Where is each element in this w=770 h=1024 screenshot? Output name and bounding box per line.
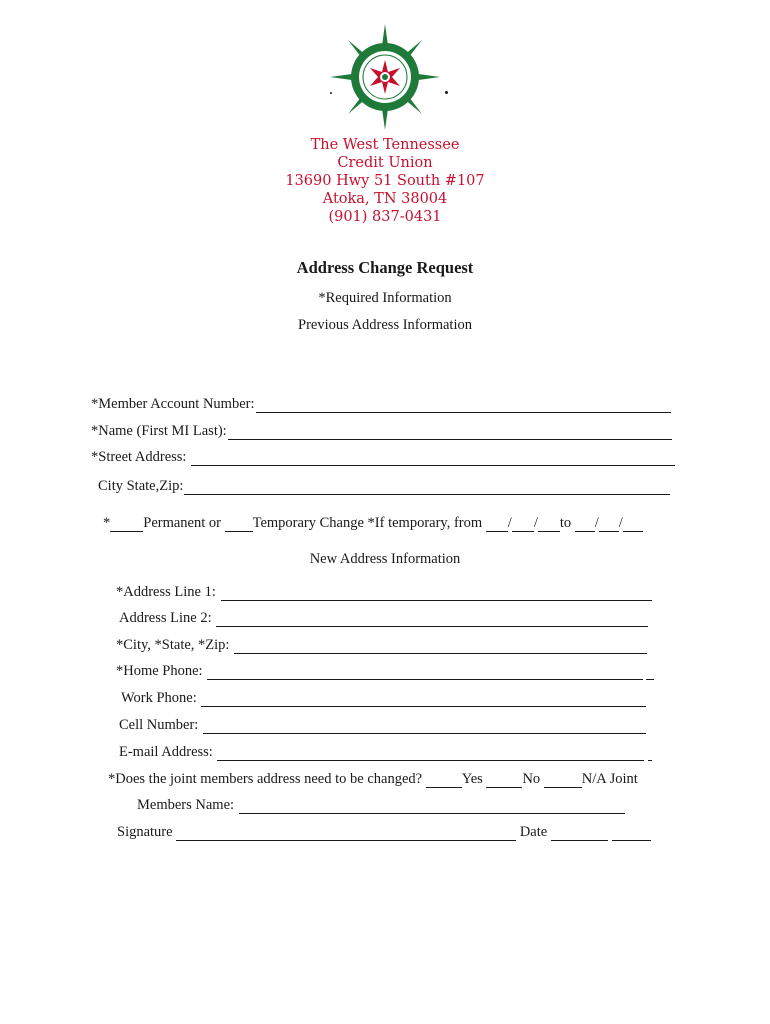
org-street: 13690 Hwy 51 South #107 (285, 173, 485, 189)
address-line2-label: Address Line 2: (119, 610, 216, 626)
from-day-line[interactable] (512, 517, 534, 532)
city-state-zip-field[interactable] (98, 478, 670, 495)
name-input-line[interactable] (228, 425, 672, 440)
city-state-zip-input-line[interactable] (184, 480, 670, 495)
org-name-line2: Credit Union (337, 155, 433, 171)
home-phone-input-line[interactable] (207, 665, 643, 680)
signature-row (117, 824, 651, 841)
temporary-checkbox-line[interactable] (225, 517, 253, 532)
compass-star-icon (330, 24, 440, 130)
address-line1-field[interactable] (116, 584, 652, 601)
address-line2-input-line[interactable] (216, 612, 648, 627)
name-field[interactable] (91, 423, 672, 440)
date-slash: / (618, 515, 623, 531)
cell-number-input-line[interactable] (203, 719, 646, 734)
new-address-heading: New Address Information (309, 551, 461, 567)
name-label: *Name (First MI Last): (91, 423, 227, 439)
decorative-dot (445, 91, 448, 94)
joint-members-row (108, 771, 638, 788)
no-label: No (522, 771, 544, 787)
new-city-state-zip-label: *City, *State, *Zip: (116, 637, 234, 653)
required-note: *Required Information (318, 290, 452, 306)
yes-label: Yes (461, 771, 487, 787)
org-name-line1: The West Tennessee (310, 137, 460, 153)
address-line2-field[interactable] (119, 610, 648, 627)
yes-checkbox-line[interactable] (426, 773, 462, 788)
signature-date-line[interactable] (551, 826, 608, 841)
decorative-dot (330, 92, 332, 94)
date-slash: / (507, 515, 512, 531)
change-type-row (103, 515, 643, 532)
signature-date-line-2[interactable] (612, 826, 651, 841)
street-address-label: *Street Address: (91, 449, 191, 465)
na-checkbox-line[interactable] (544, 773, 582, 788)
org-phone: (901) 837-0431 (328, 209, 442, 225)
email-trailing-line (648, 746, 652, 761)
form-title: Address Change Request (296, 258, 474, 277)
signature-input-line[interactable] (176, 826, 516, 841)
permanent-checkbox-line[interactable] (110, 517, 143, 532)
city-state-zip-label: City State,Zip: (98, 478, 184, 494)
member-account-field[interactable] (91, 396, 671, 413)
no-checkbox-line[interactable] (486, 773, 522, 788)
home-phone-field[interactable] (116, 663, 654, 680)
cell-number-field[interactable] (119, 717, 646, 734)
street-address-input-line[interactable] (191, 451, 675, 466)
address-line1-label: *Address Line 1: (116, 584, 220, 600)
from-year-line[interactable] (538, 517, 560, 532)
previous-address-heading: Previous Address Information (298, 317, 472, 333)
org-city: Atoka, TN 38004 (322, 191, 448, 207)
street-address-field[interactable] (91, 449, 675, 466)
work-phone-label: Work Phone: (121, 690, 201, 706)
email-input-line[interactable] (217, 746, 644, 761)
to-month-line[interactable] (575, 517, 595, 532)
from-month-line[interactable] (486, 517, 508, 532)
credit-union-logo (328, 22, 452, 132)
date-slash: / (533, 515, 538, 531)
required-star: * (103, 515, 111, 531)
member-account-label: *Member Account Number: (91, 396, 255, 412)
new-city-state-zip-field[interactable] (116, 637, 647, 654)
members-name-input-line[interactable] (239, 799, 625, 814)
email-label: E-mail Address: (119, 744, 217, 760)
cell-number-label: Cell Number: (119, 717, 202, 733)
home-phone-label: *Home Phone: (116, 663, 207, 679)
member-account-input-line[interactable] (256, 398, 671, 413)
new-city-state-zip-input-line[interactable] (234, 639, 647, 654)
address-line1-input-line[interactable] (221, 586, 652, 601)
permanent-label: Permanent or (143, 515, 225, 531)
date-label: Date (516, 824, 551, 840)
work-phone-input-line[interactable] (201, 692, 646, 707)
credit-union-address-block (0, 136, 770, 226)
signature-label: Signature (117, 824, 177, 840)
date-slash: / (594, 515, 599, 531)
na-joint-label: N/A Joint (581, 771, 638, 787)
joint-members-question: *Does the joint members address need to be changed? (108, 771, 426, 787)
members-name-field[interactable] (137, 797, 625, 814)
to-day-line[interactable] (599, 517, 619, 532)
email-field[interactable] (119, 744, 652, 761)
members-name-label: Members Name: (137, 797, 238, 813)
work-phone-field[interactable] (121, 690, 646, 707)
to-label: to (559, 515, 575, 531)
home-phone-ext-line (646, 665, 654, 680)
to-year-line[interactable] (623, 517, 643, 532)
temporary-label: Temporary Change *If temporary, from (252, 515, 486, 531)
